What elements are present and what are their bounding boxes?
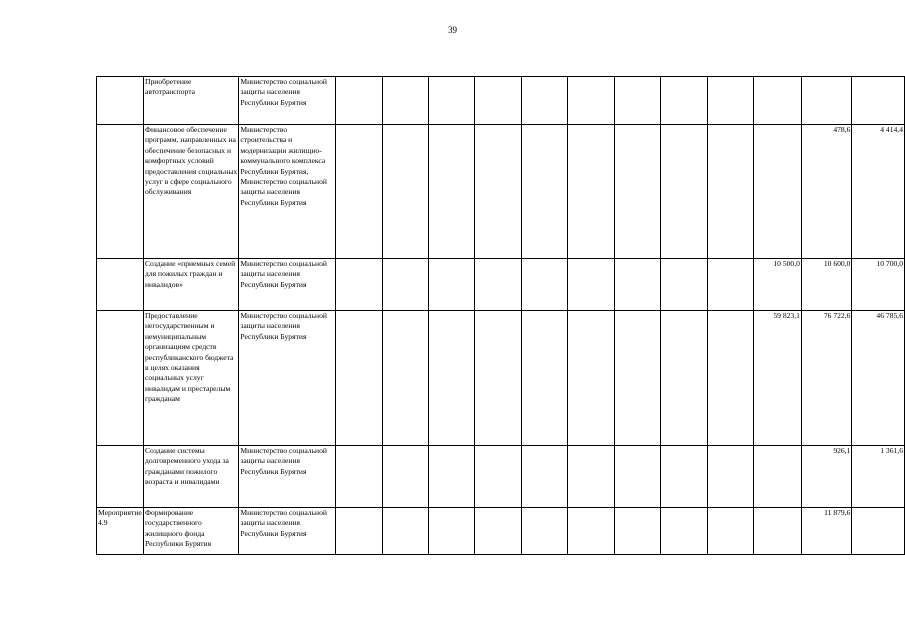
amount-cell [522, 77, 568, 125]
amount-cell [522, 311, 568, 446]
executor-cell: Министерство социальной защиты населения Республики Бурятия [239, 311, 336, 446]
executor-cell: Министерство социальной защиты населения Республики Бурятия [239, 259, 336, 311]
amount-cell [336, 259, 383, 311]
amount-cell [568, 77, 615, 125]
amount-cell [522, 259, 568, 311]
amount-cell [754, 125, 802, 259]
amount-cell [336, 125, 383, 259]
program-budget-table [96, 76, 905, 555]
amount-cell [661, 446, 708, 508]
amount-cell [615, 259, 661, 311]
activity-name-cell: Формирование государственного жилищного фонда Республики Бурятия [143, 508, 238, 555]
amount-cell [383, 508, 429, 555]
amount-cell [568, 446, 615, 508]
amount-cell [852, 77, 905, 125]
amount-cell [522, 446, 568, 508]
activity-code-cell: Мероприятие 4.9 [97, 508, 144, 555]
activity-name-cell: Создание «приемных семей для пожилых граждан и инвалидов» [143, 259, 238, 311]
table-row [97, 77, 905, 125]
amount-cell: 46 785,6 [852, 311, 905, 446]
amount-cell [429, 77, 475, 125]
amount-cell: 10 600,0 [801, 259, 852, 311]
table-row [97, 508, 905, 555]
activity-code-cell [97, 446, 144, 508]
amount-cell [568, 311, 615, 446]
executor-cell: Министерство социальной защиты населения Республики Бурятия [239, 77, 336, 125]
amount-cell [852, 508, 905, 555]
activity-code-cell [97, 77, 144, 125]
amount-cell: 10 500,0 [754, 259, 802, 311]
amount-cell [336, 508, 383, 555]
amount-cell [475, 259, 522, 311]
amount-cell [754, 77, 802, 125]
amount-cell [383, 259, 429, 311]
table-row [97, 259, 905, 311]
amount-cell [429, 125, 475, 259]
page-number: 39 [448, 25, 457, 35]
amount-cell: 4 414,4 [852, 125, 905, 259]
amount-cell [429, 311, 475, 446]
amount-cell [475, 77, 522, 125]
amount-cell [429, 508, 475, 555]
activity-name-cell: Приобретение автотранспорта [143, 77, 238, 125]
amount-cell [708, 311, 754, 446]
activity-name-cell: Создание системы долговременного ухода за гражданами пожилого возраста и инвалидами [143, 446, 238, 508]
activity-code-cell [97, 259, 144, 311]
amount-cell [661, 311, 708, 446]
amount-cell [615, 77, 661, 125]
amount-cell [336, 77, 383, 125]
amount-cell [383, 311, 429, 446]
amount-cell [522, 508, 568, 555]
amount-cell: 11 879,6 [801, 508, 852, 555]
amount-cell [383, 446, 429, 508]
amount-cell [708, 446, 754, 508]
executor-cell: Министерство социальной защиты населения Республики Бурятия [239, 446, 336, 508]
table-row [97, 311, 905, 446]
amount-cell [615, 125, 661, 259]
executor-cell: Министерство строительства и модернизации жилищно-коммунального комплекса Республики Бурятия, Министерство социальной защиты населения Республики Бурятия [239, 125, 336, 259]
activity-name-cell: Финансовое обеспечение программ, направленных на обеспечение безопасных и комфортных условий предоставления социальных услуг в сфере социального обслуживания [143, 125, 238, 259]
amount-cell: 10 700,0 [852, 259, 905, 311]
amount-cell [661, 125, 708, 259]
amount-cell: 926,1 [801, 446, 852, 508]
amount-cell [429, 446, 475, 508]
amount-cell [754, 446, 802, 508]
amount-cell: 59 823,1 [754, 311, 802, 446]
amount-cell: 76 722,6 [801, 311, 852, 446]
amount-cell [708, 508, 754, 555]
amount-cell [475, 311, 522, 446]
executor-cell: Министерство социальной защиты населения Республики Бурятия [239, 508, 336, 555]
amount-cell [661, 508, 708, 555]
amount-cell [615, 508, 661, 555]
amount-cell [801, 77, 852, 125]
amount-cell [708, 77, 754, 125]
amount-cell [708, 259, 754, 311]
amount-cell [568, 508, 615, 555]
amount-cell [568, 125, 615, 259]
amount-cell [661, 259, 708, 311]
table-row [97, 125, 905, 259]
amount-cell [661, 77, 708, 125]
activity-code-cell [97, 311, 144, 446]
table-row [97, 446, 905, 508]
amount-cell [383, 77, 429, 125]
activity-code-cell [97, 125, 144, 259]
amount-cell [383, 125, 429, 259]
amount-cell [568, 259, 615, 311]
amount-cell: 1 361,6 [852, 446, 905, 508]
amount-cell: 478,6 [801, 125, 852, 259]
amount-cell [336, 446, 383, 508]
amount-cell [615, 311, 661, 446]
activity-name-cell: Предоставление негосударственным и немуниципальным организациям средств республиканского бюджета в целях оказания социальных услуг инвалидам и престарелым гражданам [143, 311, 238, 446]
amount-cell [522, 125, 568, 259]
amount-cell [754, 508, 802, 555]
amount-cell [615, 446, 661, 508]
amount-cell [336, 311, 383, 446]
amount-cell [475, 125, 522, 259]
amount-cell [475, 446, 522, 508]
amount-cell [475, 508, 522, 555]
amount-cell [708, 125, 754, 259]
amount-cell [429, 259, 475, 311]
